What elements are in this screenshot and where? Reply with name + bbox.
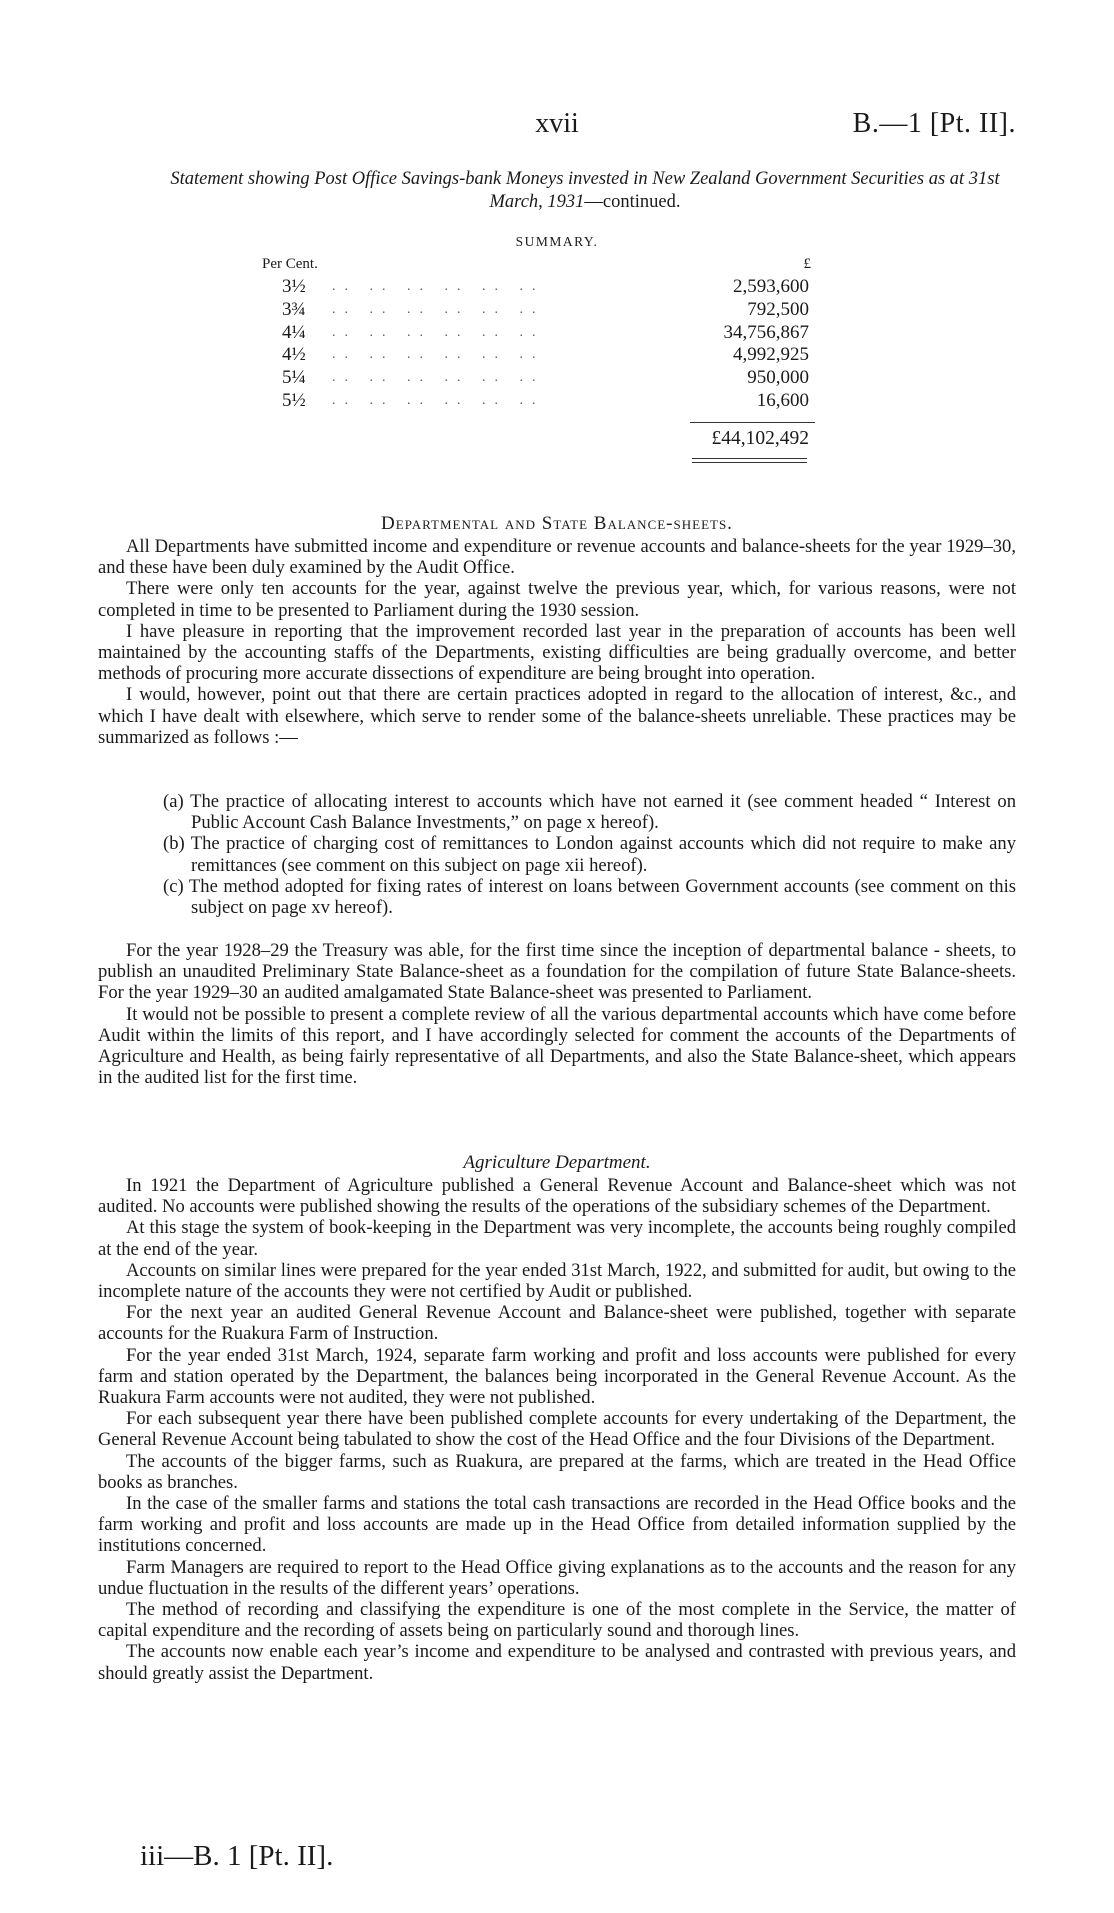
table-row [262, 322, 817, 345]
paragraph: The accounts now enable each year’s income and expenditure to be analysed and contrasted with previous years, and should greatly assist the Department. [98, 1641, 1016, 1684]
rate-column-header: Per Cent. [262, 256, 318, 272]
paragraph: For the year ended 31st March, 1924, separate farm working and profit and loss accounts were published for every farm and station operated by the Department, the balances being incorporated in the General Revenue Account. As the Ruakura Farm accounts were not audited, they were not published. [98, 1344, 1016, 1409]
paragraph: The accounts of the bigger farms, such as Ruakura, are prepared at the farms, which are treated in the Head Office books as branches. [98, 1450, 1016, 1493]
paragraph: It would not be possible to present a complete review of all the various departmental accounts which have come before Audit within the limits of this report, and I have accordingly selected for comment the accounts of the Departments of Agriculture and Health, as being fairly representative of all Departments, and also the State Balance-sheet, which appears in the audited list for the first time. [98, 1003, 1016, 1089]
section-agriculture-body [98, 1175, 1016, 1684]
total-rule-top [690, 422, 815, 423]
amount-cell: 4,992,925 [733, 344, 809, 366]
rate-cell: 4½ [282, 344, 306, 366]
list-item: (a) The practice of allocating interest to accounts which have not earned it (see comment headed “ Interest on Public Account Cash Balance Investments,” on page x hereof). [163, 791, 1016, 834]
table-row [262, 299, 817, 322]
section-heading-agriculture: Agriculture Department. [463, 1152, 651, 1173]
total-rule-double-2 [692, 462, 807, 463]
table-row [262, 390, 817, 413]
section-balance-sheets-body-continued [98, 940, 1016, 1088]
page-header [0, 108, 1114, 148]
amount-cell: 2,593,600 [733, 276, 809, 297]
summary-title: SUMMARY. [515, 234, 599, 249]
leader-dots: .. .. .. .. .. .. [332, 324, 545, 340]
amount-cell: 792,500 [747, 298, 809, 320]
rate-cell: 5½ [282, 389, 306, 411]
caption-title: Statement showing Post Office Savings-bank Moneys invested in New Zealand Government Securities as at 31st March, 1931 [170, 169, 1000, 212]
amount-cell: 16,600 [756, 389, 809, 411]
list-item: (b) The practice of charging cost of remittances to London against accounts which did not require to make any remittances (see comment on this subject on page xii hereof). [163, 833, 1016, 876]
amount-cell: 34,756,867 [723, 321, 809, 343]
section-heading-balance-sheets: Departmental and State Balance-sheets. [381, 513, 733, 534]
statement-caption [155, 168, 1015, 214]
paragraph: For the next year an audited General Revenue Account and Balance-sheet were published, together with separate accounts for the Ruakura Farm of Instruction. [98, 1302, 1016, 1345]
rate-cell: 5¼ [282, 367, 306, 389]
page-number: xvii [535, 108, 579, 139]
paragraph: At this stage the system of book-keeping in the Department was very incomplete, the accounts being roughly compiled at the end of the year. [98, 1217, 1016, 1260]
leader-dots: .. .. .. .. .. .. [332, 392, 545, 408]
rate-cell: 3¾ [282, 298, 306, 320]
list-item: (c) The method adopted for fixing rates of interest on loans between Government accounts (see comment on this subject on page xv hereof). [163, 875, 1016, 919]
summary-header-row [262, 254, 817, 276]
table-row [262, 344, 817, 367]
paragraph: The method of recording and classifying the expenditure is one of the most complete in the Service, the matter of capital expenditure and the recording of assets being on particularly sound and thorough lines. [98, 1599, 1016, 1642]
paragraph: There were only ten accounts for the year, against twelve the previous year, which, for various reasons, were not completed in time to be presented to Parliament during the 1930 session. [98, 578, 1016, 621]
rate-cell: 3½ [282, 276, 306, 297]
leader-dots: .. .. .. .. .. .. [332, 279, 545, 294]
paragraph: In 1921 the Department of Agriculture published a General Revenue Account and Balance-sheet which was not audited. No accounts were published showing the results of the operations of the subsidiary schemes of the Department. [98, 1175, 1016, 1218]
paragraph: I would, however, point out that there are certain practices adopted in regard to the allocation of interest, &c., and which I have dealt with elsewhere, which serve to render some of the balance-sheets unreliable. These practices may be summarized as follows :— [98, 684, 1016, 748]
leader-dots: .. .. .. .. .. .. [332, 347, 545, 363]
paragraph: In the case of the smaller farms and stations the total cash transactions are recorded in the Head Office books and the farm working and profit and loss accounts are made up in the Head Office from detailed information supplied by the institutions concerned. [98, 1493, 1016, 1557]
signature-mark: iii—B. 1 [Pt. II]. [140, 1840, 334, 1872]
summary-total: £44,102,492 [711, 428, 809, 449]
summary-table [262, 254, 817, 413]
paragraph: Accounts on similar lines were prepared for the year ended 31st March, 1922, and submitted for audit, but owing to the incomplete nature of the accounts they were not certified by Audit or published. [98, 1259, 1016, 1303]
table-row [262, 276, 817, 299]
amount-cell: 950,000 [747, 367, 809, 389]
paragraph: For each subsequent year there have been published complete accounts for every undertaking of the Department, the General Revenue Account being tabulated to show the cost of the Head Office and the four Divisions of the Department. [98, 1408, 1016, 1451]
amount-column-header: £ [803, 256, 811, 272]
caption-continued: —continued. [584, 192, 681, 212]
paragraph: I have pleasure in reporting that the improvement recorded last year in the preparation of accounts has been well maintained by the accounting staffs of the Departments, existing difficulties are being gradually overcome, and better methods of procuring more accurate dissections of expenditure are being brought into operation. [98, 620, 1016, 685]
paragraph: All Departments have submitted income and expenditure or revenue accounts and balance-sheets for the year 1929–30, and these have been duly examined by the Audit Office. [98, 536, 1016, 579]
paragraph: For the year 1928–29 the Treasury was able, for the first time since the inception of departmental balance - sheets, to publish an unaudited Preliminary State Balance-sheet as a foundation for the compilation of future State Balance-sheets. For the year 1929–30 an audited amalgamated State Balance-sheet was presented to Parliament. [98, 940, 1016, 1004]
paragraph: Farm Managers are required to report to the Head Office giving explanations as to the accounts and the reason for any undue fluctuation in the results of the different years’ operations. [98, 1556, 1016, 1599]
leader-dots: .. .. .. .. .. .. [332, 301, 545, 317]
practices-list [163, 791, 1016, 918]
leader-dots: .. .. .. .. .. .. [332, 370, 545, 386]
table-row [262, 367, 817, 390]
document-reference: B.—1 [Pt. II]. [852, 108, 1016, 139]
rate-cell: 4¼ [282, 321, 306, 343]
section-balance-sheets-body [98, 536, 1016, 748]
total-rule-double-1 [692, 458, 807, 459]
